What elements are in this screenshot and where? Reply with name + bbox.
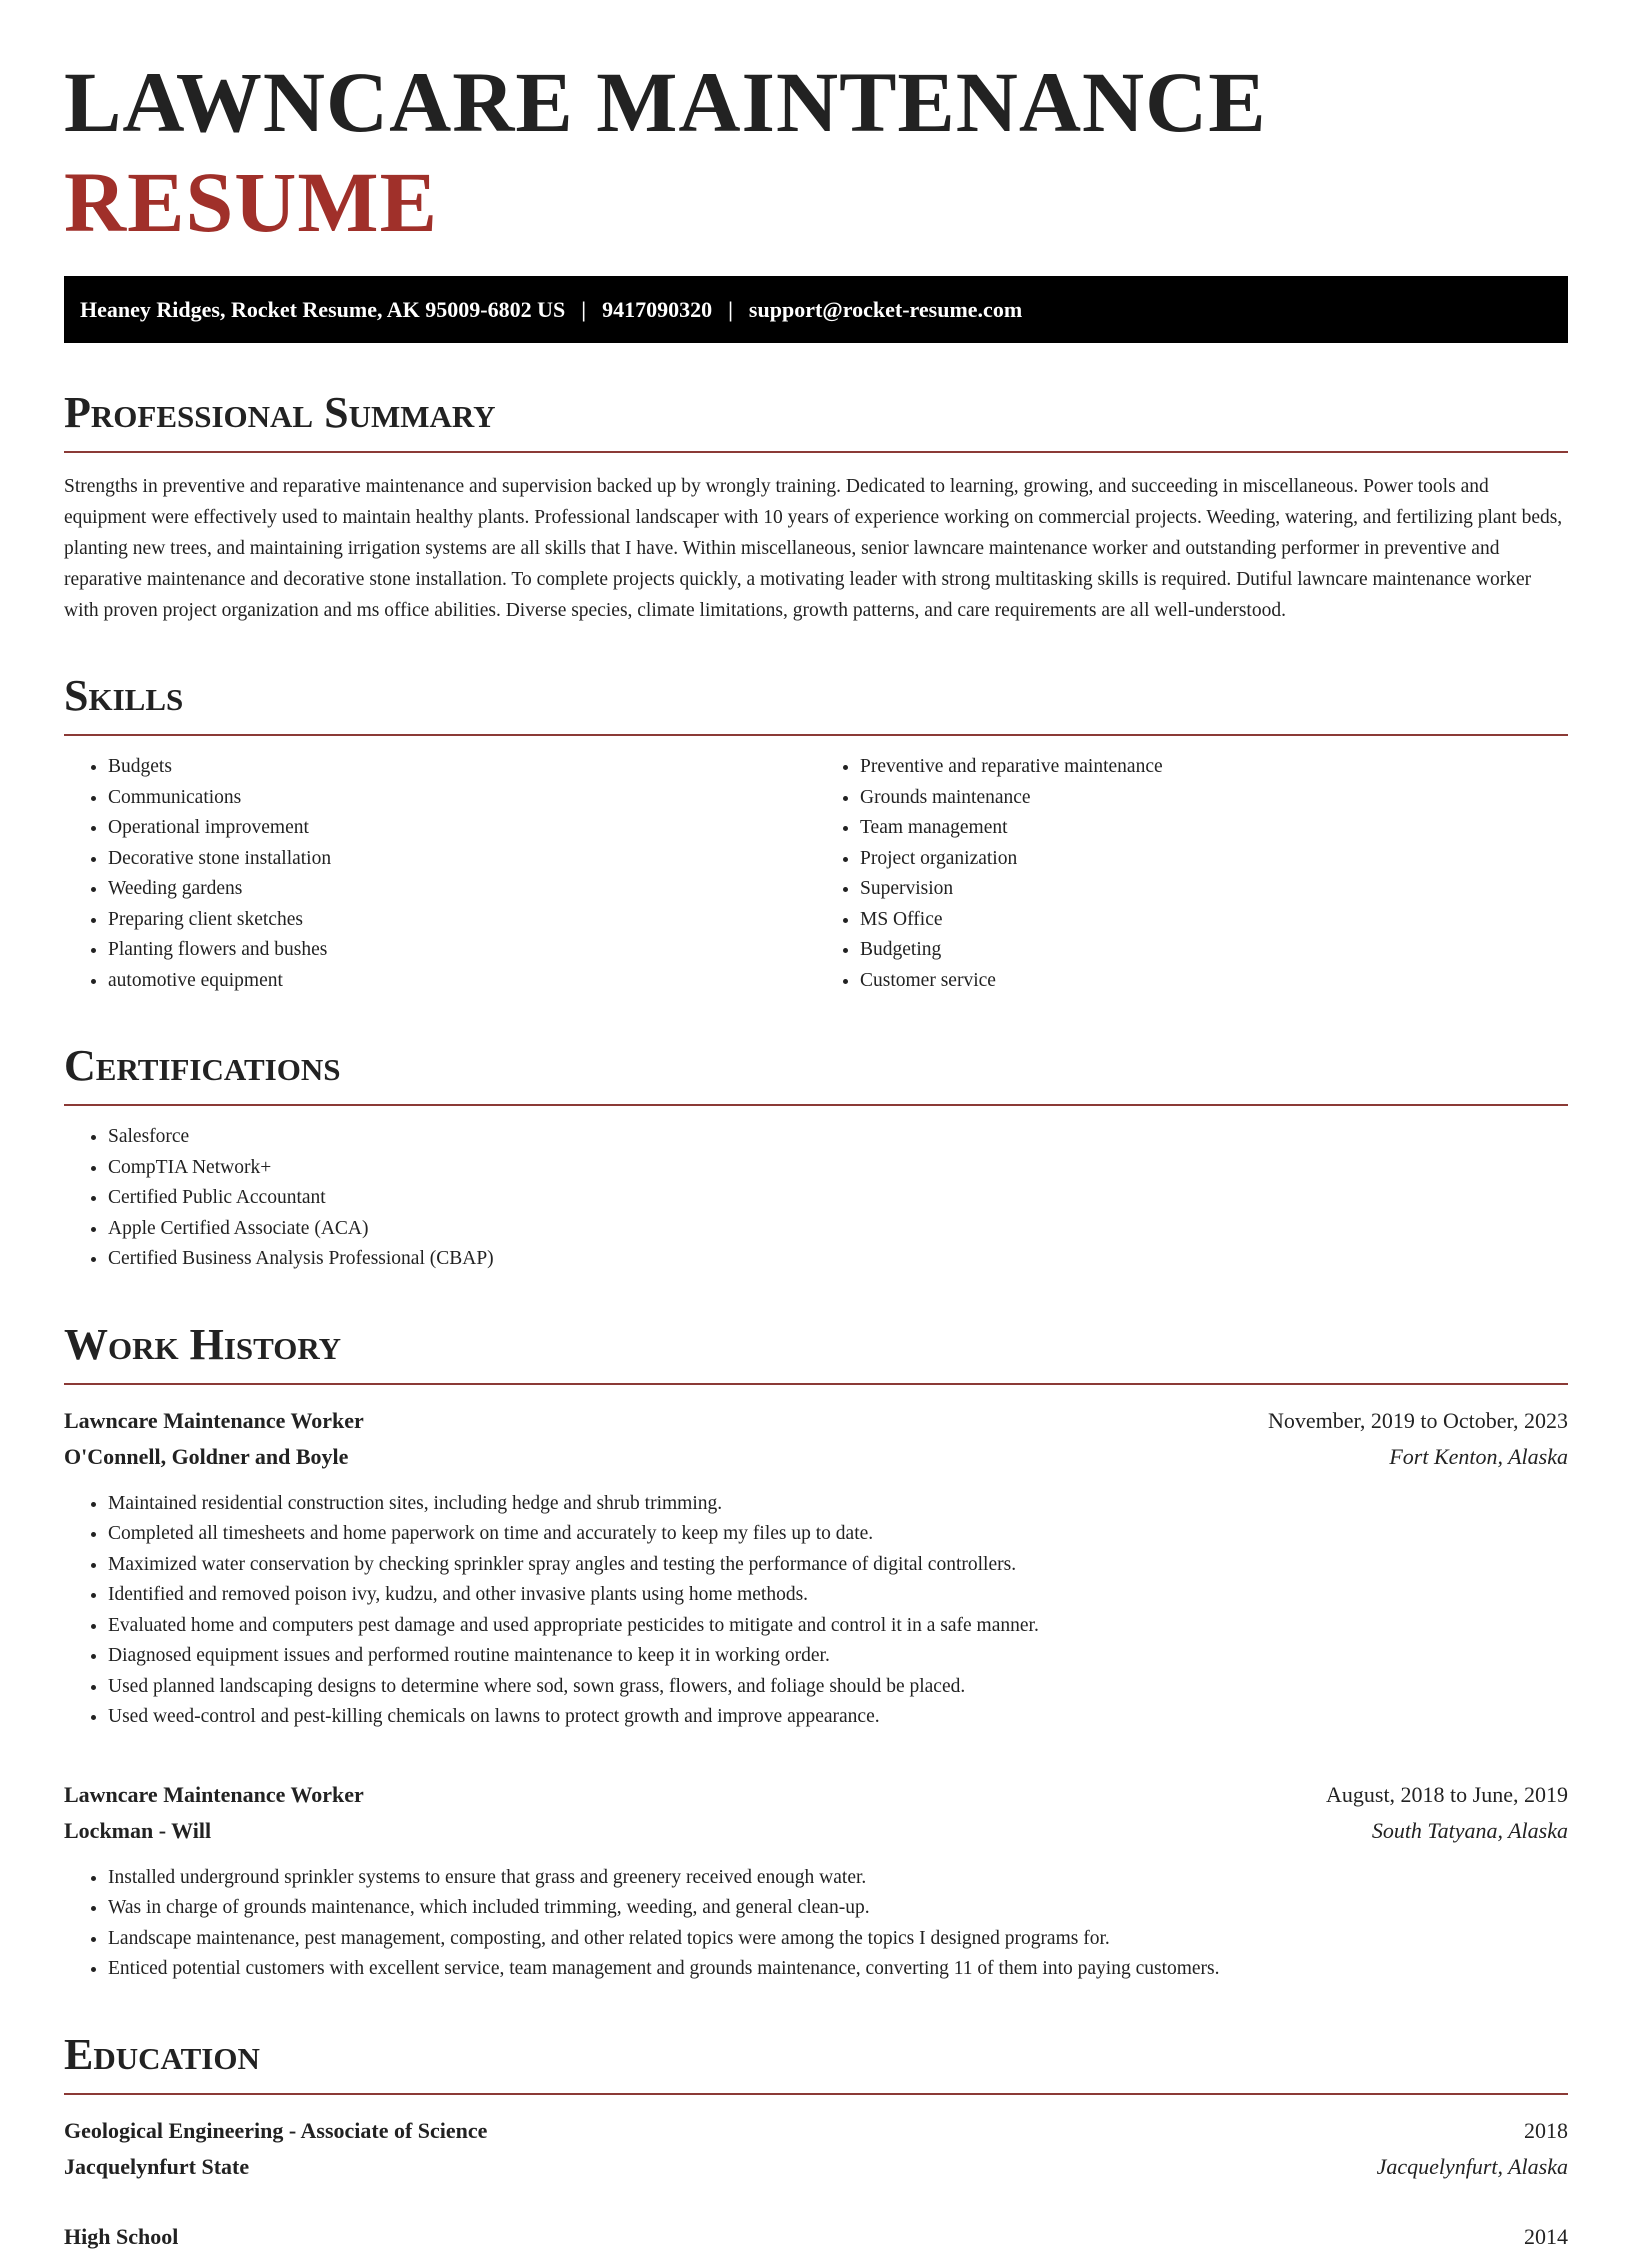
job-duty-item: • Used planned landscaping designs to determine where sod, sown grass, flowers, and foliage should be placed. (108, 1672, 1568, 1703)
title-accent: RESUME (64, 154, 438, 250)
education-year: 2014 (1524, 2223, 1568, 2249)
section-heading-work-history: Work History (64, 1319, 1568, 1385)
certification-item: • Apple Certified Associate (ACA) (108, 1214, 1568, 1245)
education-entry (64, 2219, 1568, 2255)
contact-separator: | (728, 296, 733, 322)
skill-item: • Decorative stone installation (108, 844, 816, 875)
job-entry (64, 1777, 1568, 1985)
education-degree-row (64, 2113, 1568, 2149)
job-company-row (64, 1813, 1568, 1849)
job-duty-item: • Enticed potential customers with excellent service, team management and grounds maintenance, converting 11 of them into paying customers. (108, 1954, 1568, 1985)
contact-address: Heaney Ridges, Rocket Resume, AK 95009-6802 US (80, 296, 566, 322)
job-duty-item: • Installed underground sprinkler systems to ensure that grass and greenery received enough water. (108, 1863, 1568, 1894)
job-dates: November, 2019 to October, 2023 (1267, 1407, 1568, 1433)
contact-phone: 9417090320 (602, 296, 713, 322)
job-header-row (64, 1777, 1568, 1813)
job-duties-list (64, 1489, 1568, 1733)
skill-item: • Operational improvement (108, 813, 816, 844)
skills-grid (64, 736, 1568, 996)
job-duty-item: • Landscape maintenance, pest management, composting, and other related topics were among the topics I designed programs for. (108, 1924, 1568, 1955)
skill-item: • Project organization (860, 844, 1568, 875)
certifications-list (64, 1122, 1568, 1275)
certification-item: • CompTIA Network+ (108, 1153, 1568, 1184)
section-heading-education: Education (64, 2029, 1568, 2095)
summary-section (64, 387, 1568, 626)
job-title: Lawncare Maintenance Worker (64, 1781, 364, 1807)
job-company: O'Connell, Goldner and Boyle (64, 1443, 349, 1469)
job-entry (64, 1403, 1568, 1733)
education-degree-row (64, 2219, 1568, 2255)
skill-item: • automotive equipment (108, 966, 816, 997)
resume-title (64, 52, 1568, 252)
job-location: South Tatyana, Alaska (1371, 1817, 1568, 1843)
skills-section (64, 670, 1568, 996)
skill-item: • Supervision (860, 874, 1568, 905)
contact-bar (64, 276, 1568, 343)
certification-item: • Salesforce (108, 1122, 1568, 1153)
job-duty-item: • Diagnosed equipment issues and performed routine maintenance to keep it in working order. (108, 1641, 1568, 1672)
education-degree: Geological Engineering - Associate of Science (64, 2117, 488, 2143)
certification-item: • Certified Business Analysis Professional (CBAP) (108, 1244, 1568, 1275)
job-duty-item: • Maintained residential construction sites, including hedge and shrub trimming. (108, 1489, 1568, 1520)
job-title: Lawncare Maintenance Worker (64, 1407, 364, 1433)
job-location: Fort Kenton, Alaska (1389, 1443, 1568, 1469)
section-heading-skills: Skills (64, 670, 1568, 736)
skill-item: • Budgets (108, 752, 816, 783)
job-duty-item: • Completed all timesheets and home paperwork on time and accurately to keep my files up to date. (108, 1519, 1568, 1550)
job-duty-item: • Was in charge of grounds maintenance, which included trimming, weeding, and general clean-up. (108, 1893, 1568, 1924)
skill-item: • MS Office (860, 905, 1568, 936)
certification-item: • Certified Public Accountant (108, 1183, 1568, 1214)
work-history-section (64, 1319, 1568, 1985)
job-company: Lockman - Will (64, 1817, 212, 1843)
education-school-row (64, 2149, 1568, 2185)
job-duty-item: • Maximized water conservation by checking sprinkler spray angles and testing the performance of digital controllers. (108, 1550, 1568, 1581)
job-header-row (64, 1403, 1568, 1439)
skill-item: • Planting flowers and bushes (108, 935, 816, 966)
section-heading-summary: Professional Summary (64, 387, 1568, 453)
skill-item: • Customer service (860, 966, 1568, 997)
skills-list-right (816, 752, 1568, 996)
skills-list-left (64, 752, 816, 996)
contact-separator: | (581, 296, 587, 322)
section-heading-certifications: Certifications (64, 1040, 1568, 1106)
job-duties-list (64, 1863, 1568, 1985)
job-company-row (64, 1439, 1568, 1475)
education-location: Jacquelynfurt, Alaska (1376, 2153, 1568, 2179)
job-duty-item: • Identified and removed poison ivy, kudzu, and other invasive plants using home methods. (108, 1580, 1568, 1611)
skill-item: • Communications (108, 783, 816, 814)
skill-item: • Grounds maintenance (860, 783, 1568, 814)
title-main: LAWNCARE MAINTENANCE (64, 54, 1267, 150)
skill-item: • Weeding gardens (108, 874, 816, 905)
education-degree: High School (64, 2223, 179, 2249)
contact-email: support@rocket-resume.com (748, 296, 1023, 322)
education-section (64, 2029, 1568, 2255)
education-entry (64, 2113, 1568, 2185)
certifications-section (64, 1040, 1568, 1275)
skill-item: • Preparing client sketches (108, 905, 816, 936)
skill-item: • Team management (860, 813, 1568, 844)
job-duty-item: • Evaluated home and computers pest damage and used appropriate pesticides to mitigate and control it in a safe manner. (108, 1611, 1568, 1642)
education-school: Jacquelynfurt State (64, 2153, 250, 2179)
skill-item: • Budgeting (860, 935, 1568, 966)
summary-text: Strengths in preventive and reparative maintenance and supervision backed up by wrongly training. Dedicated to learning, growing, and succeeding in miscellaneous. Power tools and equipment were effectively used to maintain healthy plants. Professional landscaper with 10 years of experience working on commercial projects. Weeding, watering, and fertilizing plant beds, planting new trees, and maintaining irrigation systems are all skills that I have. Within miscellaneous, senior lawncare maintenance worker and outstanding performer in preventive and reparative maintenance and decorative stone installation. To complete projects quickly, a motivating leader with strong multitasking skills is required. Dutiful lawncare maintenance worker with proven project organization and ms office abilities. Diverse species, climate limitations, growth patterns, and care requirements are all well-understood. (64, 476, 1563, 621)
skill-item: • Preventive and reparative maintenance (860, 752, 1568, 783)
education-year: 2018 (1524, 2117, 1568, 2143)
job-dates: August, 2018 to June, 2019 (1326, 1781, 1568, 1807)
job-duty-item: • Used weed-control and pest-killing chemicals on lawns to protect growth and improve appearance. (108, 1702, 1568, 1733)
